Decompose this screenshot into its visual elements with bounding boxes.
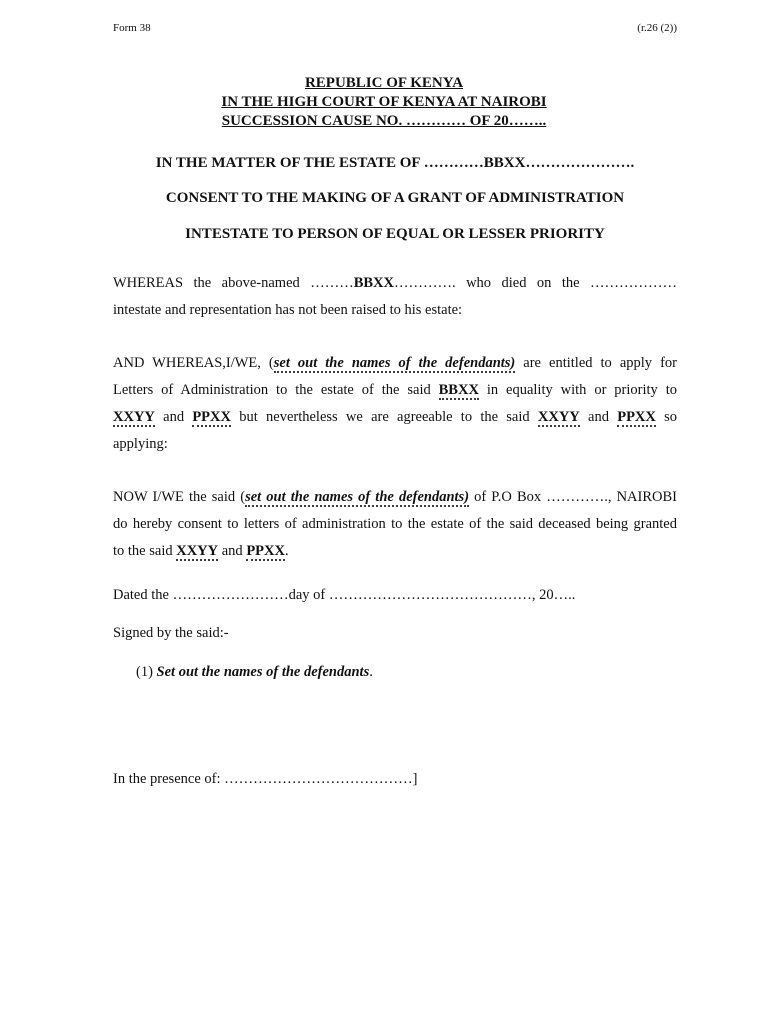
presence-line: In the presence of: …………………………………] — [113, 771, 418, 787]
and-whereas-text-c1: and — [154, 409, 193, 425]
whereas-line-2: intestate and representation has not been raised to his estate: — [113, 302, 463, 318]
and-whereas-line-3 — [113, 404, 677, 431]
deceased-name-placeholder: BBXX — [438, 382, 479, 398]
matter-deceased-name: BBXX — [483, 155, 526, 171]
and-whereas-line-2 — [113, 377, 677, 404]
item-number: (1) — [136, 664, 157, 680]
and-whereas-text-a2: are entitled to apply for — [515, 355, 677, 371]
now-paragraph — [113, 484, 677, 565]
applicant-2-placeholder: PPXX — [192, 409, 231, 425]
now-text-c3: . — [284, 543, 289, 559]
now-line-3 — [113, 538, 677, 565]
and-whereas-line-4: applying: — [113, 436, 168, 452]
whereas-text-a: WHEREAS the above-named ……… — [113, 275, 354, 291]
and-whereas-line-1 — [113, 350, 677, 377]
heading-republic: REPUBLIC OF KENYA — [304, 75, 464, 91]
applicant-1-placeholder: XXYY — [113, 409, 155, 425]
item-end: . — [369, 664, 373, 680]
heading-court: IN THE HIGH COURT OF KENYA AT NAIROBI — [221, 94, 547, 110]
now-line-1 — [113, 484, 677, 511]
dated-line: Dated the ……………………day of ……………………………………, 20….. — [113, 587, 576, 603]
and-whereas-paragraph — [113, 350, 677, 458]
whereas-line-1 — [113, 270, 677, 297]
now-applicant-2-placeholder: PPXX — [246, 543, 285, 559]
court-heading — [0, 74, 768, 131]
item-text: Set out the names of the defendants — [156, 664, 370, 680]
rule-reference: (r.26 (2)) — [637, 22, 677, 34]
now-defendants-placeholder: set out the names of the defendants) — [245, 489, 470, 505]
matter-prefix: IN THE MATTER OF THE ESTATE OF ………… — [155, 155, 484, 171]
whereas-text-b: …………. who died on the ……………… — [394, 275, 677, 291]
and-whereas-text-c2: but nevertheless we are agreeable to the said — [231, 409, 538, 425]
applicant-1-placeholder-repeat: XXYY — [537, 409, 580, 425]
now-text-c2: and — [218, 543, 247, 559]
and-whereas-text-c4: so — [655, 409, 678, 425]
and-whereas-text-b2: in equality with or priority to — [478, 382, 677, 398]
now-applicant-1-placeholder: XXYY — [176, 543, 219, 559]
form-number: Form 38 — [113, 22, 151, 34]
now-text-a2: of P.O Box …………., NAIROBI — [469, 489, 678, 505]
matter-suffix: …………………. — [525, 155, 635, 171]
and-whereas-text-b1: Letters of Administration to the estate of the said — [113, 382, 439, 398]
and-whereas-text-c3: and — [579, 409, 618, 425]
now-text-a1: NOW I/WE the said ( — [113, 489, 246, 505]
signed-by-line: Signed by the said:- — [113, 625, 229, 641]
signatory-item-1 — [136, 664, 373, 681]
now-text-c1: to the said — [113, 543, 177, 559]
whereas-paragraph — [113, 270, 677, 324]
applicant-2-placeholder-repeat: PPXX — [617, 409, 656, 425]
consent-title: CONSENT TO THE MAKING OF A GRANT OF ADMINISTRATION — [165, 190, 625, 206]
heading-cause-no: SUCCESSION CAUSE NO. ………… OF 20…….. — [221, 113, 547, 129]
now-line-2: do hereby consent to letters of administration to the estate of the said deceased being granted — [113, 516, 677, 532]
and-whereas-text-a1: AND WHEREAS,I/WE, ( — [113, 355, 274, 371]
whereas-deceased-name: BBXX — [353, 275, 395, 291]
estate-matter-line — [0, 155, 768, 172]
intestate-title: INTESTATE TO PERSON OF EQUAL OR LESSER PRIORITY — [185, 226, 605, 242]
defendants-placeholder: set out the names of the defendants) — [273, 355, 516, 371]
